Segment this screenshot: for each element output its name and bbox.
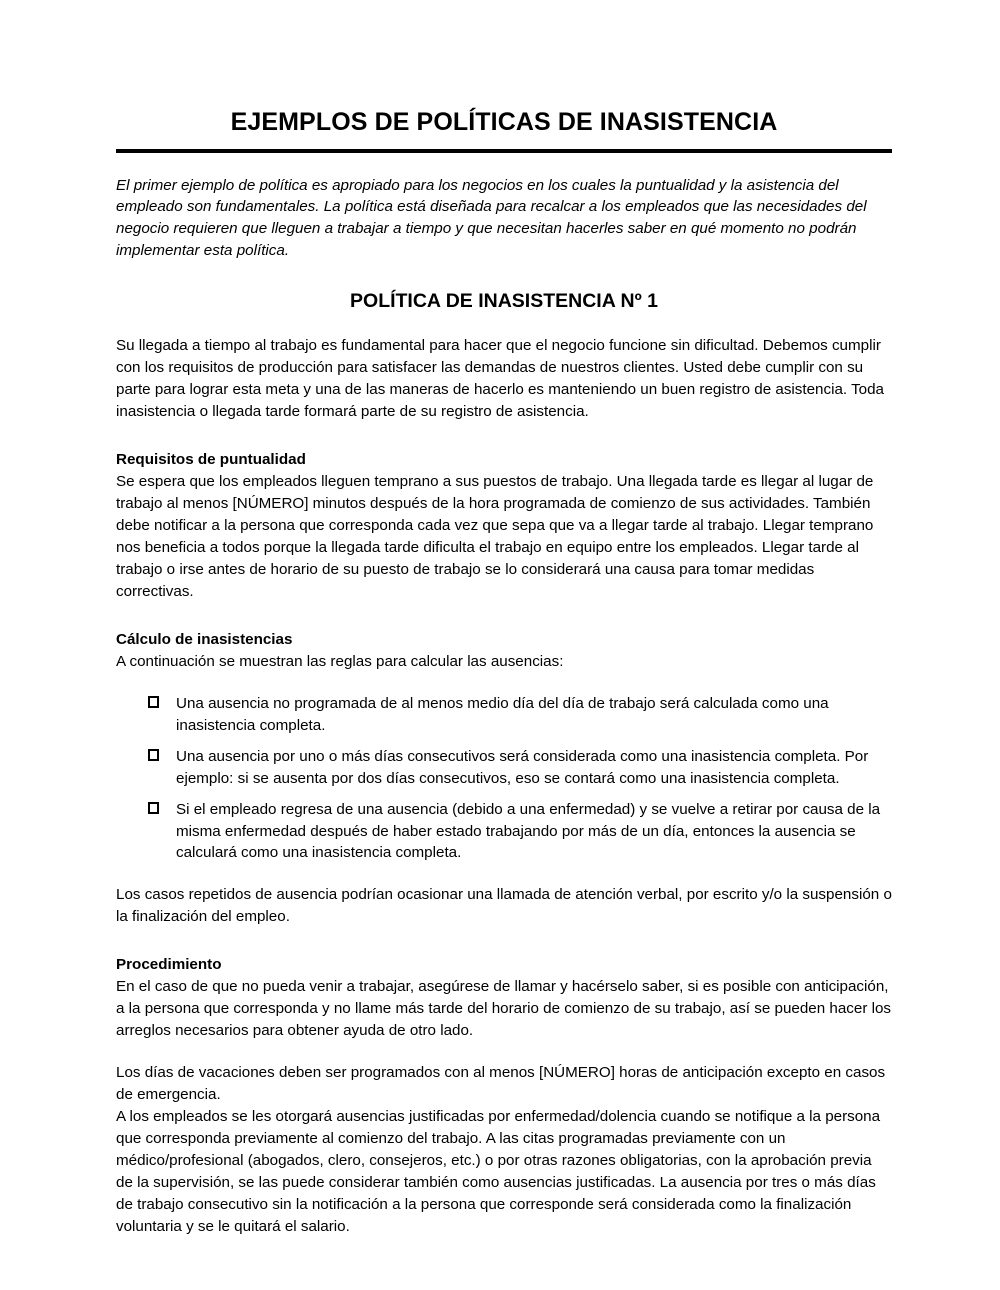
document-content: [116, 0, 892, 1238]
checkbox-square-icon: [148, 802, 161, 815]
list-item-text: Una ausencia no programada de al menos medio día del día de trabajo será calculada como una inasistencia completa.: [176, 694, 829, 734]
intro-paragraph: El primer ejemplo de política es apropiado para los negocios en los cuales la puntualidad y la asistencia del empleado son fundamentales. La política está diseñada para recalcar a los empleados que las necesidades del negocio requieren que lleguen a trabajar a tiempo y que necesitan hacerles saber en qué momento no podrán implementar esta política.: [116, 176, 867, 259]
calculation-rules-list: [116, 673, 892, 865]
section-procedure: [116, 928, 892, 1238]
list-item: [116, 746, 892, 790]
procedure-heading: Procedimiento: [116, 956, 222, 974]
opening-paragraph: Su llegada a tiempo al trabajo es fundamental para hacer que el negocio funcione sin dificultad. Debemos cumplir con los requisitos de producción para satisfacer las demandas de nuestros clientes. Usted debe cumplir con su parte para lograr esta meta y una de las maneras de hacerlo es manteniendo un buen registro de asistencia. Toda inasistencia o llegada tarde formará parte de su registro de asistencia.: [116, 336, 885, 420]
checkbox-square-icon: [148, 749, 161, 762]
checkbox-square-icon: [148, 696, 161, 709]
procedure-body: En el caso de que no pueda venir a trabajar, asegúrese de llamar y hacérselo saber, si es posible con anticipación, a la persona que corresponda y no llame más tarde del horario de comienzo de su trabajo, así se pueden hacer los arreglos necesarios para obtener ayuda de otro lado.: [116, 978, 892, 1040]
section-punctuality: [116, 423, 892, 603]
section-calculation: [116, 603, 892, 929]
policy-heading: POLÍTICA DE INASISTENCIA Nº 1: [350, 290, 658, 313]
calculation-heading: Cálculo de inasistencias: [116, 630, 293, 648]
list-item-text: Si el empleado regresa de una ausencia (debido a una enfermedad) y se vuelve a retirar por causa de la misma enfermedad después de haber estado trabajando por más de un día, entonces la ausencia se calculará como una inasistencia completa.: [176, 800, 881, 862]
vacation-paragraph: Los días de vacaciones deben ser programados con al menos [NÚMERO] horas de anticipación excepto en casos de emergencia.: [116, 1064, 886, 1104]
excused-absence-paragraph: A los empleados se les otorgará ausencias justificadas por enfermedad/dolencia cuando se notifique a la persona que corresponda previamente al comienzo del trabajo. A las citas programadas previamente con un médico/profesional (abogados, clero, consejeros, etc.) o por otras razones obligatorias, con la aprobación previa de la supervisión, se las puede considerar también como ausencias justificadas. La ausencia por tres o más días de trabajo consecutivo sin la notificación a la persona que corresponde será considerada como la finalización voluntaria y se le quitará el salario.: [116, 1108, 881, 1236]
list-item: [116, 693, 892, 737]
calculation-body: A continuación se muestran las reglas para calcular las ausencias:: [116, 652, 564, 670]
list-item: [116, 799, 892, 865]
calculation-closing-paragraph: Los casos repetidos de ausencia podrían ocasionar una llamada de atención verbal, por escrito y/o la suspensión o la finalización del empleo.: [116, 886, 892, 926]
punctuality-body: Se espera que los empleados lleguen temprano a sus puestos de trabajo. Una llegada tarde es llegar al lugar de trabajo al menos [NÚMERO] minutos después de la hora programada de comienzo de sus actividades. También debe notificar a la persona que corresponda cada vez que sepa que va a llegar tarde al trabajo. Llegar temprano nos beneficia a todos porque la llegada tarde dificulta el trabajo en equipo entre los empleados. Llegar tarde al trabajo o irse antes de horario de su puesto de trabajo se lo considerará una causa para tomar medidas correctivas.: [116, 472, 874, 600]
punctuality-heading: Requisitos de puntualidad: [116, 450, 306, 468]
list-item-text: Una ausencia por uno o más días consecutivos será considerada como una inasistencia completa. Por ejemplo: si se ausenta por dos días consecutivos, eso se contará como una inasistencia completa.: [176, 747, 869, 787]
page-title: EJEMPLOS DE POLÍTICAS DE INASISTENCIA: [230, 108, 778, 136]
